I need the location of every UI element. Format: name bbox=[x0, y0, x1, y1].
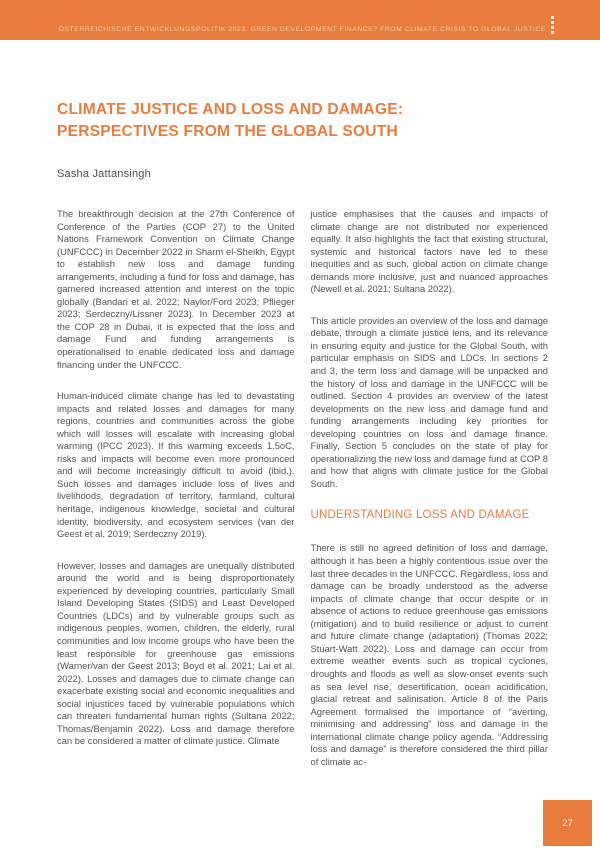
section-heading: UNDERSTANDING LOSS AND DAMAGE bbox=[310, 509, 530, 522]
paragraph: The breakthrough decision at the 27th Conference of Conference of the Parties (COP 27) to the United Nations Framework Convention on Climate Change (UNFCCC) in December 2022 in Sharm el-Sheikh, Egypt to establish new loss and damage funding arrangements, including a fund for loss and damage, has garnered increased attention and interest on the topic globally (Bandari et al. 2022; Naylor/Ford 2023; Pflieger 2023; Serdeczny/Lissner 2023). In December 2023 at the COP 28 in Dubai, it is expected that the loss and damage Fund and funding arrangements is operationalised to enable dedicated loss and damage financing under the UNFCCC. bbox=[57, 208, 295, 370]
page-number-badge: 27 bbox=[543, 800, 592, 846]
paragraph: justice emphasises that the causes and impacts of climate change are not distributed nor experienced equally. It also highlights the fact that existing structural, systemic and historical factors have led to these inequities and as such, global action on climate change demands more inclusive, just and nuanced approaches (Newell et al. 2021; Sultana 2022). bbox=[310, 208, 548, 295]
paragraph: There is still no agreed definition of loss and damage, although it has been a highly contentious issue over the last three decades in the UNFCCC. Regardless, loss and damage can be broadly understood as the adverse impacts of climate change that occur despite or in absence of actions to reduce greenhouse gas emissions (mitigation) and to build resilience or adjust to current and future climate change (adaptation) (Thomas 2022; Stuart-Watt 2022). Loss and damage can occur from extreme weather events such as tropical cyclones, droughts and floods as well as slow-onset events such as sea level rise, desertification, ocean acidification, glacial retreat and salinisation. Article 8 of the Paris Agreement formalised the importance of “averting, minimising and addressing” loss and damage in the international climate change policy agenda. “Addressing loss and damage” is therefore considered the third pillar of climate ac- bbox=[310, 542, 548, 767]
article-body bbox=[57, 208, 548, 787]
paragraph: However, losses and damages are unequally distributed around the world and is being disproportionately experienced by developing countries, particularly Small Island Developing States (SIDS) and Least Developed Countries (LDCs) and by vulnerable groups such as indigenous peoples, women, children, the elderly, rural communities and low income groups who have been the least responsible for greenhouse gas emissions (Warner/van der Geest 2013; Boyd et al. 2021; Lai et al. 2022). Losses and damages due to climate change can exacerbate existing social and economic inequalities and social injustices faced by vulnerable populations which can threaten fundamental human rights (Sultana 2022; Thomas/Benjamin 2022). Loss and damage therefore can be considered a matter of climate justice. Climate bbox=[57, 559, 295, 747]
paragraph: Human-induced climate change has led to devastating impacts and related losses and damages for many regions, countries and communities across the globe which will losses will escalate with increasing global warming (IPCC 2023). If this warming exceeds 1.5oC, risks and impacts will become even more pronounced and will become increasingly difficult to avoid (ibid.). Such losses and damages include loss of lives and livelihoods, degradation of territory, farmland, cultural heritage, indigenous knowledge, societal and cultural identity, biodiversity, and ecosystem services (van der Geest et al. 2019; Serdeczny 2019). bbox=[57, 390, 295, 540]
left-column bbox=[57, 208, 295, 787]
article-title-line-2: PERSPECTIVES FROM THE GLOBAL SOUTH bbox=[57, 123, 398, 140]
article-title bbox=[57, 99, 548, 143]
right-column bbox=[311, 208, 549, 787]
report-header-bar bbox=[0, 0, 600, 40]
report-header-title: ÖSTERREICHISCHE ENTWICKLUNGSPOLITIK 2023. GREEN DEVELOPMENT FINANCE? FROM CLIMATE CRISIS TO GLOBAL JUSTICE bbox=[58, 26, 546, 33]
paragraph: This article provides an overview of the loss and damage debate, through a climate justice lens, and its relevance in ensuring equity and justice for the Global South, with particular emphasis on SIDS and LDCs. In sections 2 and 3, the term loss and damage will be unpacked and the history of loss and damage in the UNFCCC will be outlined. Section 4 provides an overview of the latest developments on the new loss and damage fund and funding arrangements including key priorities for developing countries on loss and damage finance. Finally, Section 5 concludes on the state of play for operationalizing the new loss and damage fund at COP 8 and how that aligns with climate justice for the Global South. bbox=[310, 314, 548, 489]
article-title-line-1: CLIMATE JUSTICE AND LOSS AND DAMAGE: bbox=[57, 101, 404, 118]
article-author: Sasha Jattansingh bbox=[57, 168, 151, 180]
article bbox=[0, 99, 600, 787]
vertical-dots-icon bbox=[551, 16, 554, 34]
